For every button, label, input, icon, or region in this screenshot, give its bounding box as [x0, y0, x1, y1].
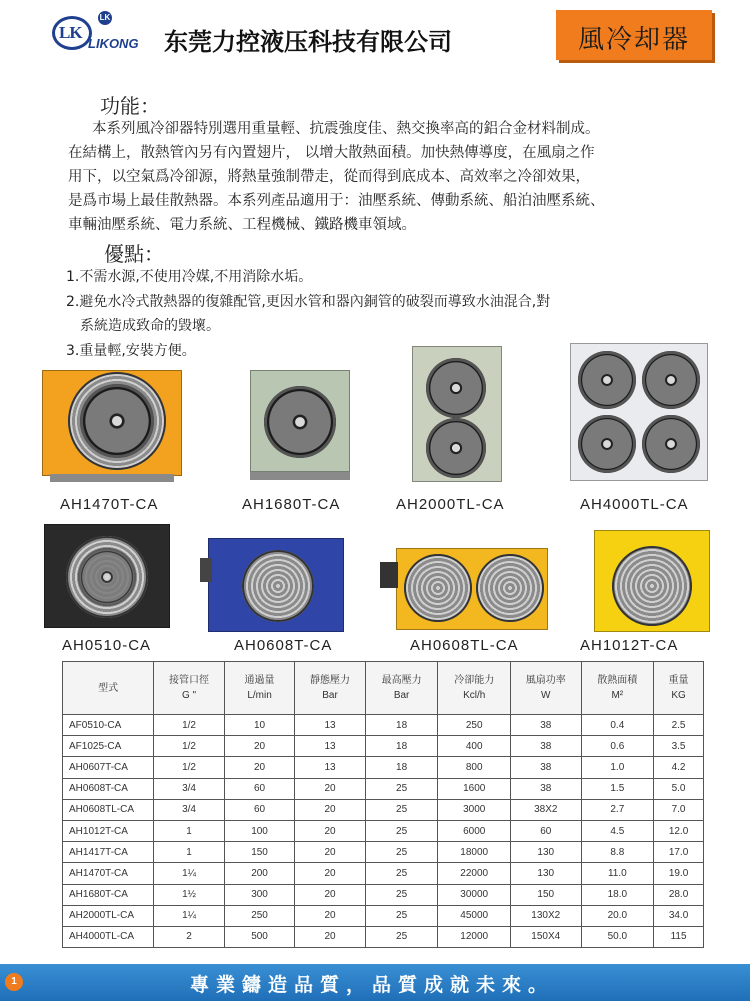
company-logo	[50, 8, 156, 58]
fan-icon	[578, 415, 636, 473]
table-cell: 300	[224, 884, 295, 905]
cooler-base	[250, 472, 350, 480]
table-cell: 1.0	[581, 757, 654, 778]
column-header: 最高壓力 Bar	[365, 662, 438, 715]
table-cell: 1½	[154, 884, 225, 905]
table-cell: 6000	[438, 820, 511, 841]
product-photo-ah1470t	[42, 368, 182, 486]
table-cell: AF0510-CA	[63, 715, 154, 736]
table-cell: AH0608TL-CA	[63, 799, 154, 820]
table-cell: 3/4	[154, 778, 225, 799]
table-cell: 7.0	[654, 799, 704, 820]
footer-bar	[0, 964, 750, 1001]
table-cell: 1.5	[581, 778, 654, 799]
table-cell: 130X2	[511, 905, 582, 926]
table-cell: 1	[154, 842, 225, 863]
functions-line: 車輛油壓系統、電力系統、工程機械、鐵路機車領域。	[68, 217, 416, 233]
company-name: 东莞力控液压科技有限公司	[164, 28, 452, 56]
logo-badge: LK	[98, 11, 112, 25]
table-cell: 38	[511, 757, 582, 778]
fan-icon	[426, 418, 486, 478]
table-cell: 20	[295, 884, 366, 905]
table-cell: 18	[365, 715, 438, 736]
table-cell: AH1417T-CA	[63, 842, 154, 863]
table-cell: 5.0	[654, 778, 704, 799]
column-header: 接管口徑 G "	[154, 662, 225, 715]
table-cell: 17.0	[654, 842, 704, 863]
table-cell: 500	[224, 926, 295, 947]
product-model-label: AH1012T-CA	[580, 637, 679, 654]
table-cell: AH4000TL-CA	[63, 926, 154, 947]
table-row	[63, 799, 704, 820]
column-header: 通過量 L/min	[224, 662, 295, 715]
table-cell: 1/2	[154, 736, 225, 757]
table-cell: 60	[224, 778, 295, 799]
fan-guard-icon	[476, 554, 544, 622]
fan-icon	[426, 358, 486, 418]
table-cell: 20	[295, 926, 366, 947]
table-cell: AH0608T-CA	[63, 778, 154, 799]
table-cell: 60	[511, 820, 582, 841]
product-photo-ah0510	[44, 524, 172, 632]
fan-guard-icon	[404, 554, 472, 622]
product-category-banner	[556, 10, 712, 60]
functions-line: 在結構上，散熱管內另有內置翅片， 以增大散熱面積。加快熱傳導度，在風扇之作	[68, 145, 595, 161]
table-row	[63, 863, 704, 884]
table-row	[63, 842, 704, 863]
table-cell: 20	[295, 842, 366, 863]
table-row	[63, 926, 704, 947]
table-cell: 200	[224, 863, 295, 884]
table-row	[63, 736, 704, 757]
table-cell: 400	[438, 736, 511, 757]
table-cell: 250	[438, 715, 511, 736]
column-header: 冷卻能力 Kcl/h	[438, 662, 511, 715]
table-cell: 3000	[438, 799, 511, 820]
table-cell: AH1470T-CA	[63, 863, 154, 884]
product-model-label: AH0510-CA	[62, 637, 152, 654]
table-cell: 13	[295, 715, 366, 736]
table-cell: 2	[154, 926, 225, 947]
table-cell: 12.0	[654, 820, 704, 841]
table-cell: 20	[224, 757, 295, 778]
table-cell: 1600	[438, 778, 511, 799]
column-header: 型式	[63, 662, 154, 715]
cooler-connector	[200, 558, 212, 582]
product-photo-ah2000tl	[412, 346, 502, 486]
table-cell: 28.0	[654, 884, 704, 905]
table-cell: 4.5	[581, 820, 654, 841]
table-cell: 1¼	[154, 905, 225, 926]
table-cell: 20.0	[581, 905, 654, 926]
logo-mark: LK	[52, 16, 92, 50]
table-cell: 20	[295, 820, 366, 841]
table-row	[63, 715, 704, 736]
table-cell: 34.0	[654, 905, 704, 926]
table-cell: 30000	[438, 884, 511, 905]
cooler-base	[50, 474, 174, 482]
table-cell: 130	[511, 863, 582, 884]
fan-icon	[78, 548, 136, 606]
table-cell: AH2000TL-CA	[63, 905, 154, 926]
table-cell: 38	[511, 778, 582, 799]
table-cell: 13	[295, 757, 366, 778]
table-cell: 25	[365, 884, 438, 905]
table-cell: 11.0	[581, 863, 654, 884]
table-cell: AH0607T-CA	[63, 757, 154, 778]
advantage-item: 1.不需水源,不使用冷媒,不用消除水垢。	[66, 269, 313, 285]
table-cell: 10	[224, 715, 295, 736]
page-number: 1	[5, 973, 23, 991]
table-cell: 100	[224, 820, 295, 841]
product-photo-ah0608t	[200, 538, 348, 634]
spec-table-body	[63, 715, 704, 948]
product-photo-ah1012t	[594, 530, 712, 634]
product-photo-ah0608tl	[380, 548, 550, 632]
table-cell: 20	[295, 778, 366, 799]
table-cell: 20	[224, 736, 295, 757]
table-cell: 150	[224, 842, 295, 863]
table-cell: 18000	[438, 842, 511, 863]
table-cell: 1¼	[154, 863, 225, 884]
table-cell: 800	[438, 757, 511, 778]
product-model-label: AH4000TL-CA	[580, 496, 689, 513]
table-cell: 130	[511, 842, 582, 863]
table-cell: 12000	[438, 926, 511, 947]
table-cell: 1	[154, 820, 225, 841]
product-model-label: AH0608TL-CA	[410, 637, 519, 654]
table-cell: 25	[365, 820, 438, 841]
table-cell: 150	[511, 884, 582, 905]
table-row	[63, 778, 704, 799]
advantage-item-continued: 系統造成致命的毀壞。	[80, 318, 220, 334]
advantage-item: 3.重量輕,安裝方便。	[66, 343, 196, 359]
table-cell: 45000	[438, 905, 511, 926]
logo-brand-text: LIKONG	[88, 36, 139, 51]
table-cell: 25	[365, 926, 438, 947]
table-cell: 3.5	[654, 736, 704, 757]
table-cell: 18	[365, 757, 438, 778]
fan-icon	[642, 415, 700, 473]
fan-icon	[264, 386, 336, 458]
table-cell: 0.4	[581, 715, 654, 736]
fan-guard-icon	[242, 550, 314, 622]
fan-guard-icon	[612, 546, 692, 626]
table-cell: 150X4	[511, 926, 582, 947]
product-model-label: AH1680T-CA	[242, 496, 341, 513]
table-cell: 20	[295, 799, 366, 820]
advantage-item: 2.避免水冷式散熱器的復雜配管,更因水管和器內銅管的破裂而導致水油混合,對	[66, 294, 551, 310]
table-cell: 38	[511, 736, 582, 757]
table-cell: 250	[224, 905, 295, 926]
table-cell: 25	[365, 863, 438, 884]
table-cell: 8.8	[581, 842, 654, 863]
table-row	[63, 884, 704, 905]
column-header: 風扇功率 W	[511, 662, 582, 715]
table-cell: 1/2	[154, 757, 225, 778]
functions-paragraph	[68, 117, 708, 237]
table-cell: AF1025-CA	[63, 736, 154, 757]
functions-line: 用下，以空氣爲冷卻源，將熱量強制帶走，從而得到底成本、高效率之冷卻效果，	[68, 169, 590, 185]
table-cell: 20	[295, 905, 366, 926]
fan-icon	[80, 384, 154, 458]
spec-table	[62, 661, 704, 948]
functions-line: 是爲市場上最佳散熱器。本系列產品適用于：油壓系統、傳動系統、船泊油壓系統、	[68, 193, 605, 209]
product-photo-ah4000tl	[570, 343, 710, 483]
table-cell: 3/4	[154, 799, 225, 820]
cooler-connector	[380, 562, 398, 588]
fan-icon	[578, 351, 636, 409]
table-cell: 25	[365, 842, 438, 863]
table-cell: 60	[224, 799, 295, 820]
functions-heading: 功能：	[100, 94, 160, 118]
table-cell: 13	[295, 736, 366, 757]
table-cell: 115	[654, 926, 704, 947]
table-row	[63, 905, 704, 926]
table-cell: 2.5	[654, 715, 704, 736]
table-cell: 18	[365, 736, 438, 757]
product-model-label: AH2000TL-CA	[396, 496, 505, 513]
table-cell: 0.6	[581, 736, 654, 757]
table-cell: 2.7	[581, 799, 654, 820]
product-photo-ah1680t	[250, 370, 350, 482]
table-cell: 20	[295, 863, 366, 884]
table-cell: AH1680T-CA	[63, 884, 154, 905]
footer-slogan: 專業鑄造品質，品質成就未來。	[190, 974, 555, 996]
table-cell: 19.0	[654, 863, 704, 884]
spec-table-header-row	[63, 662, 704, 715]
table-cell: 25	[365, 905, 438, 926]
table-cell: 38X2	[511, 799, 582, 820]
table-cell: 25	[365, 799, 438, 820]
table-cell: 25	[365, 778, 438, 799]
column-header: 靜態壓力 Bar	[295, 662, 366, 715]
table-cell: 1/2	[154, 715, 225, 736]
functions-line: 本系列風冷卻器特別選用重量輕、抗震強度佳、熱交換率高的鋁合金材料制成。	[92, 121, 600, 137]
table-cell: 50.0	[581, 926, 654, 947]
advantages-heading: 優點：	[104, 242, 164, 266]
product-model-label: AH1470T-CA	[60, 496, 159, 513]
column-header: 重量 KG	[654, 662, 704, 715]
table-cell: 38	[511, 715, 582, 736]
fan-icon	[642, 351, 700, 409]
table-cell: 22000	[438, 863, 511, 884]
table-cell: 18.0	[581, 884, 654, 905]
table-cell: AH1012T-CA	[63, 820, 154, 841]
product-category-title: 風冷却器	[577, 25, 690, 55]
table-row	[63, 820, 704, 841]
product-model-label: AH0608T-CA	[234, 637, 333, 654]
table-row	[63, 757, 704, 778]
column-header: 散熱面積 M²	[581, 662, 654, 715]
table-cell: 4.2	[654, 757, 704, 778]
